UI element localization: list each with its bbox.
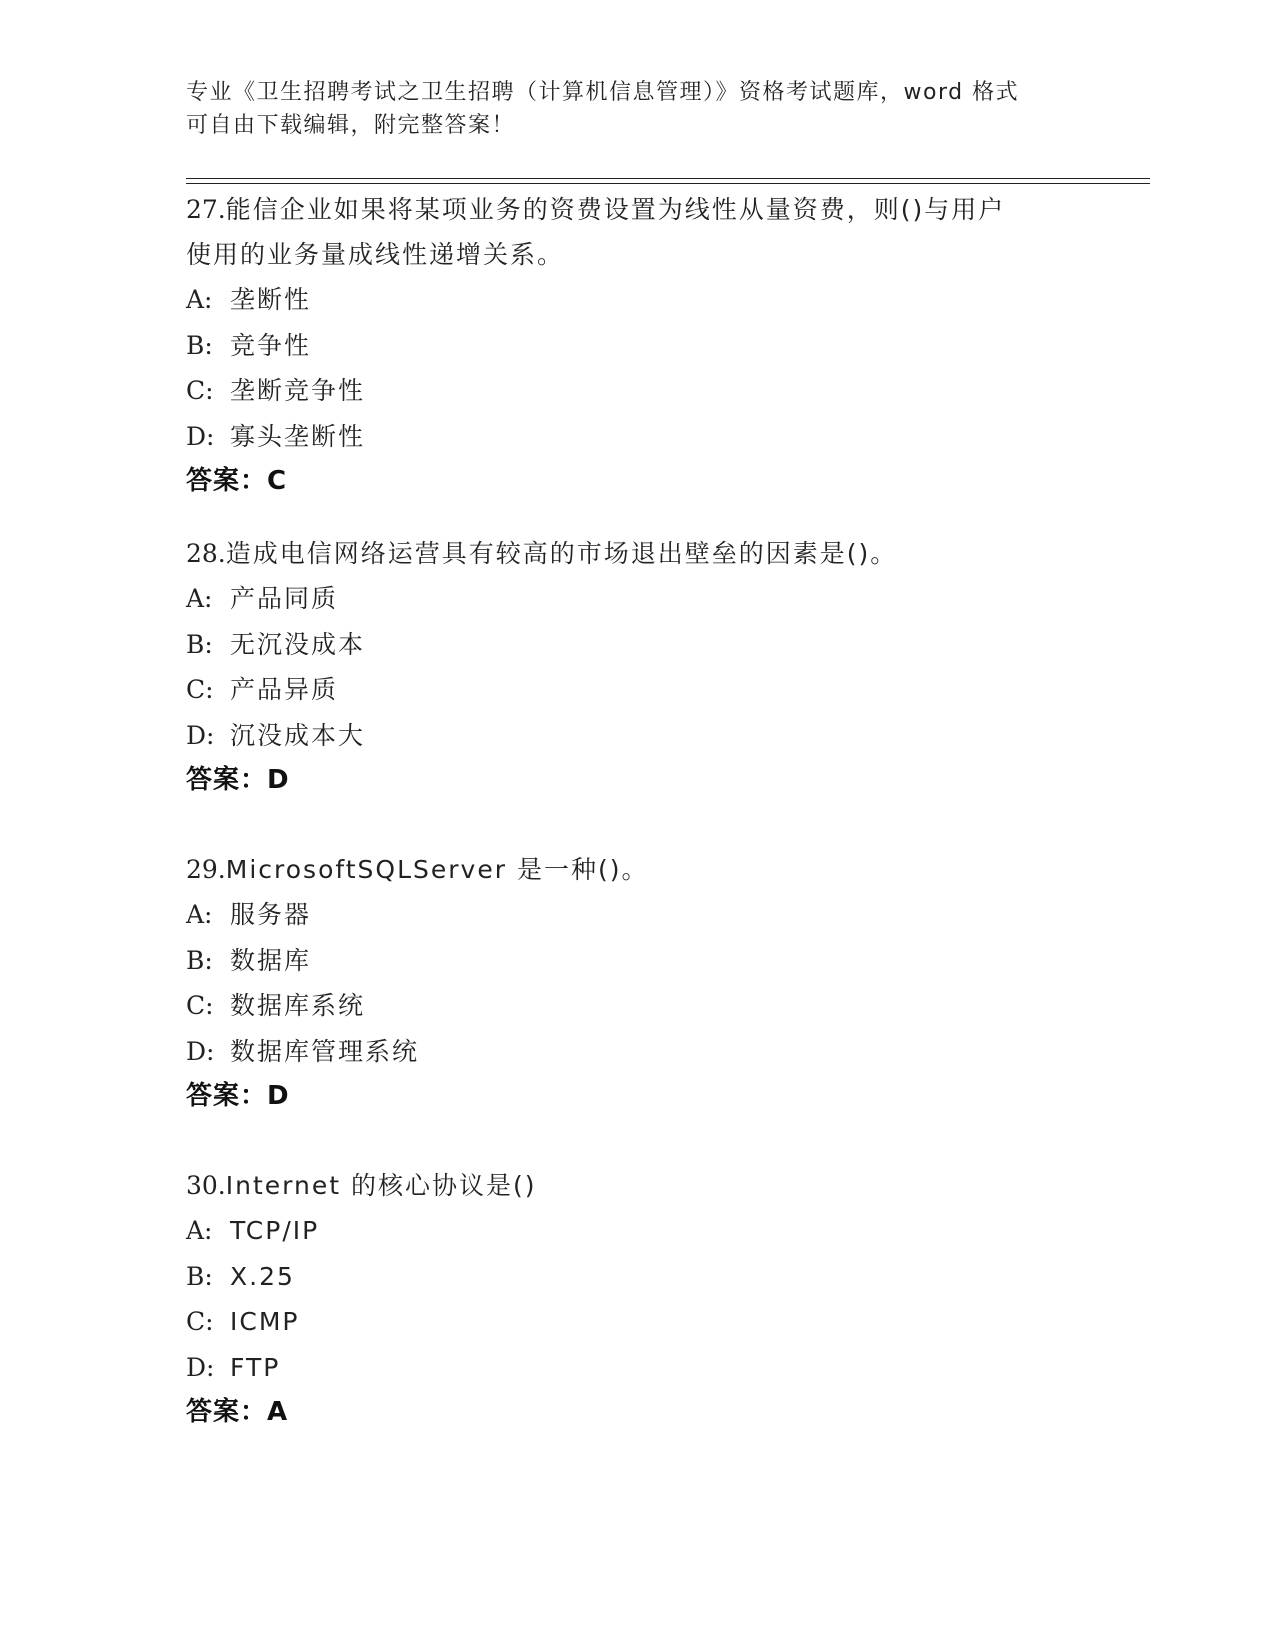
answer-line: [186, 758, 1086, 803]
option-d: [186, 713, 1086, 759]
header-divider-top: [186, 178, 1150, 179]
question-stem: [186, 1163, 1086, 1208]
option-a: [186, 1208, 1086, 1254]
option-key: B:: [186, 945, 213, 975]
option-key: A:: [186, 285, 213, 314]
question-27: [186, 187, 1086, 504]
option-key: A:: [186, 900, 213, 929]
answer-line: [186, 1390, 1086, 1435]
answer-value: D: [267, 765, 289, 795]
answer-value: C: [267, 466, 287, 496]
option-text: 无沉没成本: [230, 629, 366, 659]
question-stem: [186, 187, 1086, 232]
header-line-2: 可自由下载编辑，附完整答案！: [186, 113, 516, 138]
option-d: [186, 1029, 1086, 1075]
header-line-1: 专业《卫生招聘考试之卫生招聘（计算机信息管理）》资格考试题库，word 格式: [186, 80, 1020, 105]
question-number: 30.: [186, 1171, 226, 1200]
option-d: [186, 1345, 1086, 1391]
question-stem-line-2: 使用的业务量成线性递增关系。: [186, 240, 565, 269]
question-stem-line-1: 能信企业如果将某项业务的资费设置为线性从量资费，则()与用户: [225, 195, 1006, 224]
option-c: [186, 983, 1086, 1029]
option-key: D:: [186, 1036, 215, 1066]
question-number: 28.: [186, 539, 226, 568]
option-text: 沉没成本大: [230, 720, 366, 750]
answer-value: D: [267, 1081, 289, 1111]
answer-value: A: [267, 1397, 288, 1427]
question-stem-line-1: MicrosoftSQLServer 是一种()。: [225, 855, 649, 884]
header-divider-bottom: [186, 183, 1150, 184]
option-key: D:: [186, 1352, 215, 1382]
option-d: [186, 414, 1086, 460]
option-a: [186, 576, 1086, 622]
option-c: [186, 1299, 1086, 1345]
answer-label: 答案：: [186, 1081, 268, 1111]
question-stem: [186, 847, 1086, 892]
question-stem: [186, 531, 1086, 576]
answer-line: [186, 459, 1086, 504]
document-header: [186, 76, 1086, 142]
option-key: C:: [186, 376, 214, 405]
option-key: A:: [186, 584, 213, 613]
option-key: B:: [186, 1261, 213, 1291]
option-key: B:: [186, 629, 213, 659]
option-key: C:: [186, 675, 214, 704]
option-b: [186, 622, 1086, 668]
option-text: X.25: [230, 1261, 295, 1291]
option-key: D:: [186, 720, 215, 750]
question-29: [186, 847, 1086, 1119]
option-text: 产品同质: [230, 584, 339, 613]
option-b: [186, 938, 1086, 984]
question-stem-line-1: Internet 的核心协议是(): [225, 1171, 537, 1200]
option-c: [186, 368, 1086, 414]
option-text: 竞争性: [230, 330, 312, 360]
option-key: D:: [186, 421, 215, 451]
answer-label: 答案：: [186, 1397, 268, 1427]
option-b: [186, 323, 1086, 369]
option-text: 垄断性: [230, 285, 312, 314]
option-a: [186, 277, 1086, 323]
question-30: [186, 1163, 1086, 1435]
option-text: TCP/IP: [230, 1216, 320, 1245]
option-key: A:: [186, 1216, 213, 1245]
option-key: C:: [186, 1307, 214, 1336]
option-text: 服务器: [230, 900, 312, 929]
option-a: [186, 892, 1086, 938]
answer-label: 答案：: [186, 765, 268, 795]
option-text: 垄断竞争性: [230, 376, 366, 405]
question-stem-line-1: 造成电信网络运营具有较高的市场退出壁垒的因素是()。: [225, 539, 898, 568]
option-key: C:: [186, 991, 214, 1020]
question-number: 27.: [186, 195, 226, 224]
option-text: 数据库管理系统: [230, 1036, 420, 1066]
answer-label: 答案：: [186, 466, 268, 496]
option-text: 产品异质: [230, 675, 339, 704]
option-b: [186, 1254, 1086, 1300]
option-text: 数据库系统: [230, 991, 366, 1020]
option-text: 寡头垄断性: [230, 421, 366, 451]
option-c: [186, 667, 1086, 713]
question-number: 29.: [186, 855, 226, 884]
option-text: FTP: [230, 1352, 281, 1382]
question-28: [186, 531, 1086, 803]
option-text: 数据库: [230, 945, 312, 975]
answer-line: [186, 1074, 1086, 1119]
option-key: B:: [186, 330, 213, 360]
option-text: ICMP: [230, 1307, 300, 1336]
